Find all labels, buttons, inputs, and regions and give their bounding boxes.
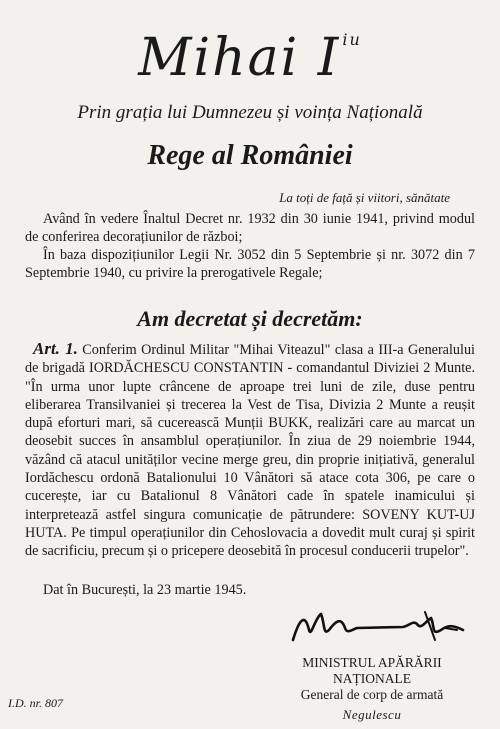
article-label: Art. 1. xyxy=(33,339,78,358)
decree-heading: Am decretat și decretăm: xyxy=(137,306,363,331)
grace-line: Prin grația lui Dumnezeu și voința Națională xyxy=(77,102,423,123)
greeting-line: La toți de față și viitori, sănătate xyxy=(279,190,450,205)
id-number: I.D. nr. 807 xyxy=(8,696,64,710)
document-title xyxy=(0,28,500,88)
king-line: Rege al României xyxy=(147,140,353,171)
title-text: Mihai I xyxy=(138,28,341,88)
ministry-title: MINISTRUL APĂRĂRII NAȚIONALE xyxy=(302,655,442,686)
article-1 xyxy=(25,340,475,561)
minister-name: Negulescu xyxy=(342,707,402,722)
paragraph-decree-reference: Având în vedere Înaltul Decret nr. 1932 din 30 iunie 1941, privind modul de conferirea decorațiunilor de război; xyxy=(25,211,475,246)
date-line: Dat în București, la 23 martie 1945. xyxy=(43,582,247,598)
title-suffix: iu xyxy=(342,30,362,49)
article-text: Conferim Ordinul Militar "Mihai Viteazul" clasa a III-a Generalului de brigadă IORDĂCHESCU CONSTANTIN - comandantul Diviziei 2 Munte. "În urma unor lupte crâncene de aproape trei luni de zile, duse pentru eliberarea Transilvaniei și trecerea la Vest de Tisa, Divizia 2 Munte a reușit după eforturi mari, să cucerească Munții BUKK, realizări care au marcat un deosebit succes în ansamblul operațiunilor. În ziua de 29 noiembrie 1944, văzând că atacul unităților vecine merge greu, din proprie inițiativă, generalul Iordăchescu ordonă Batalionului 10 Vânători să atace cota 306, pe care o cucerește, iar cu Batalionul 8 Vânători cade în spatele inamicului și interpretează astfel singura comunicație de pătrundere: SOVENY KUT-UJ HUTA. Pe timpul operațiunilor din Cehoslovacia a dovedit mult curaj și spirit de sacrificiu, precum și o pricepere deosebită în procesul conducerii trupelor". xyxy=(25,342,475,560)
handwritten-signature xyxy=(285,600,475,655)
ministry-block xyxy=(262,655,482,723)
ministry-rank: General de corp de armată xyxy=(300,687,444,702)
paragraph-law-reference: În baza dispozițiunilor Legii Nr. 3052 din 5 Septembrie și nr. 3072 din 7 Septembrie 1940, cu privire la prerogativele Regale; xyxy=(25,247,475,282)
